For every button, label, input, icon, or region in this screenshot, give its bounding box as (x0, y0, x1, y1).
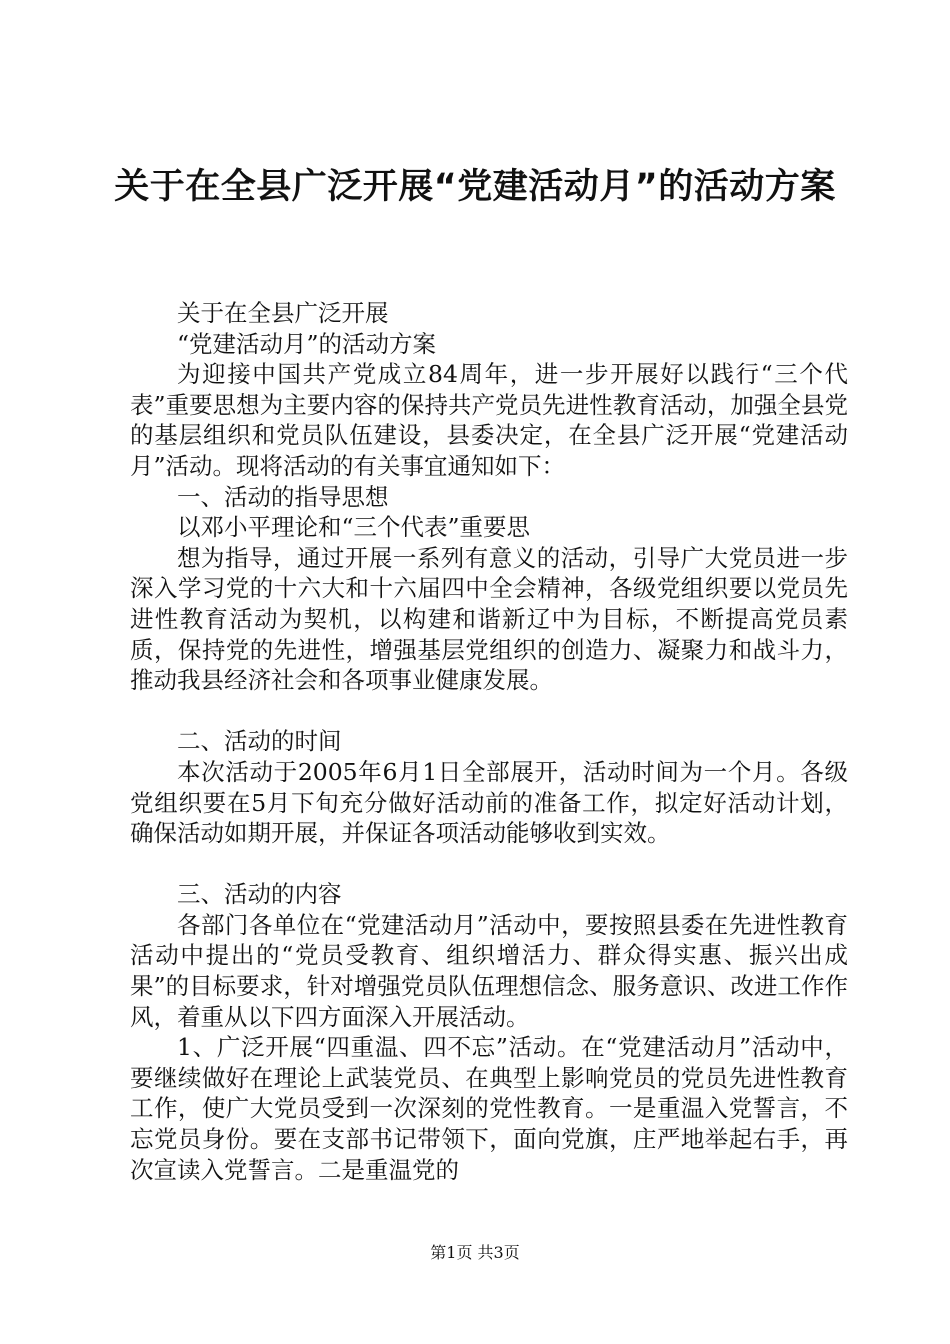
paragraph-item-1: 1、广泛开展“四重温、四不忘”活动。在“党建活动月”活动中，要继续做好在理论上武装党员、在典型上影响党员的党员先进性教育工作，使广大党员受到一次深刻的党性教育。一是重温入党誓言，不忘党员身份。要在支部书记带领下，面向党旗，庄严地举起右手，再次宣读入党誓言。二是重温党的 (130, 1033, 848, 1184)
paragraph-time: 本次活动于2005年6月1日全部展开，活动时间为一个月。各级党组织要在5月下旬充分做好活动前的准备工作，拟定好活动计划，确保活动如期开展，并保证各项活动能够收到实效。 (130, 757, 848, 848)
document-body (130, 298, 848, 1185)
section-heading-time: 二、活动的时间 (177, 727, 342, 756)
paragraph-intro: 为迎接中国共产党成立84周年，进一步开展好以践行“三个代表”重要思想为主要内容的保持共产党员先进性教育活动，加强全县党的基层组织和党员队伍建设，县委决定，在全县广泛开展“党建活动月”活动。现将活动的有关事宜通知如下： (130, 360, 848, 480)
paragraph-heading-line-2: “党建活动月”的活动方案 (177, 329, 437, 358)
section-heading-content: 三、活动的内容 (177, 880, 342, 909)
paragraph-guiding-thought: 想为指导，通过开展一系列有意义的活动，引导广大党员进一步深入学习党的十六大和十六届四中全会精神，各级党组织要以党员先进性教育活动为契机，以构建和谐新辽中为目标，不断提高党员素质，保持党的先进性，增强基层党组织的创造力、凝聚力和战斗力，推动我县经济社会和各项事业健康发展。 (130, 543, 848, 695)
page-footer: 第1页 共3页 (430, 1243, 520, 1262)
section-heading-guiding-thought: 一、活动的指导思想 (177, 482, 389, 511)
paragraph-guiding-thought-lead: 以邓小平理论和“三个代表”重要思 (177, 513, 531, 542)
document-title: 关于在全县广泛开展“党建活动月”的活动方案 (114, 167, 836, 207)
paragraph-content: 各部门各单位在“党建活动月”活动中，要按照县委在先进性教育活动中提出的“党员受教育、组织增活力、群众得实惠、振兴出成果”的目标要求，针对增强党员队伍理想信念、服务意识、改进工作作风，着重从以下四方面深入开展活动。 (130, 910, 848, 1031)
paragraph-heading-line-1: 关于在全县广泛开展 (177, 299, 389, 327)
